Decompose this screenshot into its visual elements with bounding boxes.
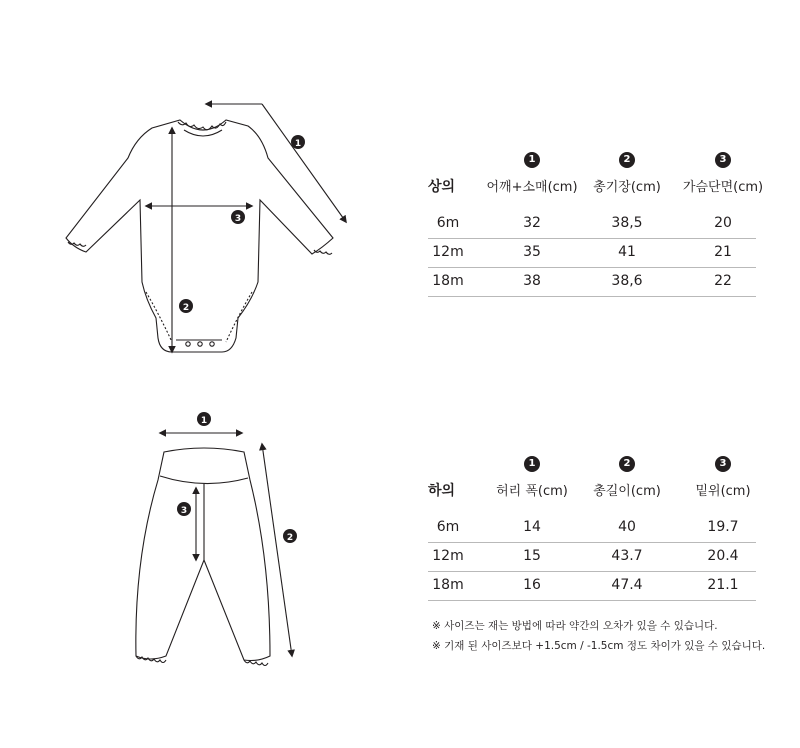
top-col-badge-3: 3 xyxy=(715,152,731,168)
bottom-col-header-1: 허리 폭(cm) xyxy=(496,484,568,499)
value-cell: 19.7 xyxy=(707,519,739,535)
table-row xyxy=(428,210,756,239)
bottom-col-header-3: 밑위(cm) xyxy=(695,484,751,499)
bodysuit-markers xyxy=(179,135,305,313)
pants-marker-3: 3 xyxy=(180,506,188,516)
table-row xyxy=(428,543,756,572)
pants-markers xyxy=(177,412,297,543)
value-cell: 38,5 xyxy=(611,215,643,231)
top-table-header xyxy=(428,148,764,198)
value-cell: 20 xyxy=(714,215,732,231)
value-cell: 32 xyxy=(523,215,541,231)
top-col-header-3: 가슴단면(cm) xyxy=(682,180,764,195)
bodysuit-measure-arrows xyxy=(146,104,346,352)
value-cell: 41 xyxy=(618,244,636,260)
value-cell: 38,6 xyxy=(611,273,643,289)
size-cell: 6m xyxy=(436,519,460,535)
size-cell: 6m xyxy=(436,215,460,231)
size-cell: 12m xyxy=(432,548,464,564)
value-cell: 35 xyxy=(523,244,541,260)
bodysuit-drawing xyxy=(66,120,333,352)
note-size-tolerance: ※ 기재 된 사이즈보다 +1.5cm / -1.5cm 정도 차이가 있을 수 있습니다. xyxy=(432,640,766,652)
top-section-label: 상의 xyxy=(428,179,456,195)
top-size-table xyxy=(428,148,764,297)
top-col-header-2: 총기장(cm) xyxy=(593,180,661,195)
value-cell: 15 xyxy=(523,548,541,564)
value-cell: 16 xyxy=(523,577,541,593)
bottom-col-badge-3: 3 xyxy=(715,456,731,472)
top-col-badge-2: 2 xyxy=(619,152,635,168)
pants-marker-2: 2 xyxy=(286,533,294,543)
top-col-badge-1: 1 xyxy=(524,152,540,168)
value-cell: 22 xyxy=(714,273,732,289)
size-cell: 18m xyxy=(432,273,464,289)
bottom-size-table xyxy=(428,452,756,601)
value-cell: 43.7 xyxy=(611,548,643,564)
table-row xyxy=(428,514,756,543)
table-row xyxy=(428,572,756,601)
pants-drawing xyxy=(136,448,270,666)
size-notes xyxy=(432,616,765,656)
bottom-col-badge-2: 2 xyxy=(619,456,635,472)
bottom-table-header xyxy=(428,452,756,502)
size-cell: 18m xyxy=(432,577,464,593)
value-cell: 47.4 xyxy=(611,577,643,593)
value-cell: 40 xyxy=(618,519,636,535)
pants-marker-1: 1 xyxy=(200,416,208,426)
value-cell: 21.1 xyxy=(707,577,739,593)
bottom-col-badge-1: 1 xyxy=(524,456,540,472)
table-row xyxy=(428,268,756,297)
value-cell: 21 xyxy=(714,244,732,260)
value-cell: 20.4 xyxy=(707,548,739,564)
top-col-header-1: 어깨+소매(cm) xyxy=(486,180,578,195)
size-cell: 12m xyxy=(432,244,464,260)
value-cell: 38 xyxy=(523,273,541,289)
bodysuit-marker-1: 1 xyxy=(294,139,302,149)
note-measurement-error: ※ 사이즈는 재는 방법에 따라 약간의 오차가 있을 수 있습니다. xyxy=(432,620,718,632)
bodysuit-marker-2: 2 xyxy=(182,303,190,313)
table-row xyxy=(428,239,756,268)
value-cell: 14 xyxy=(523,519,541,535)
bottom-col-header-2: 총길이(cm) xyxy=(593,484,661,499)
bottom-section-label: 하의 xyxy=(428,483,456,499)
bodysuit-marker-3: 3 xyxy=(234,214,242,224)
